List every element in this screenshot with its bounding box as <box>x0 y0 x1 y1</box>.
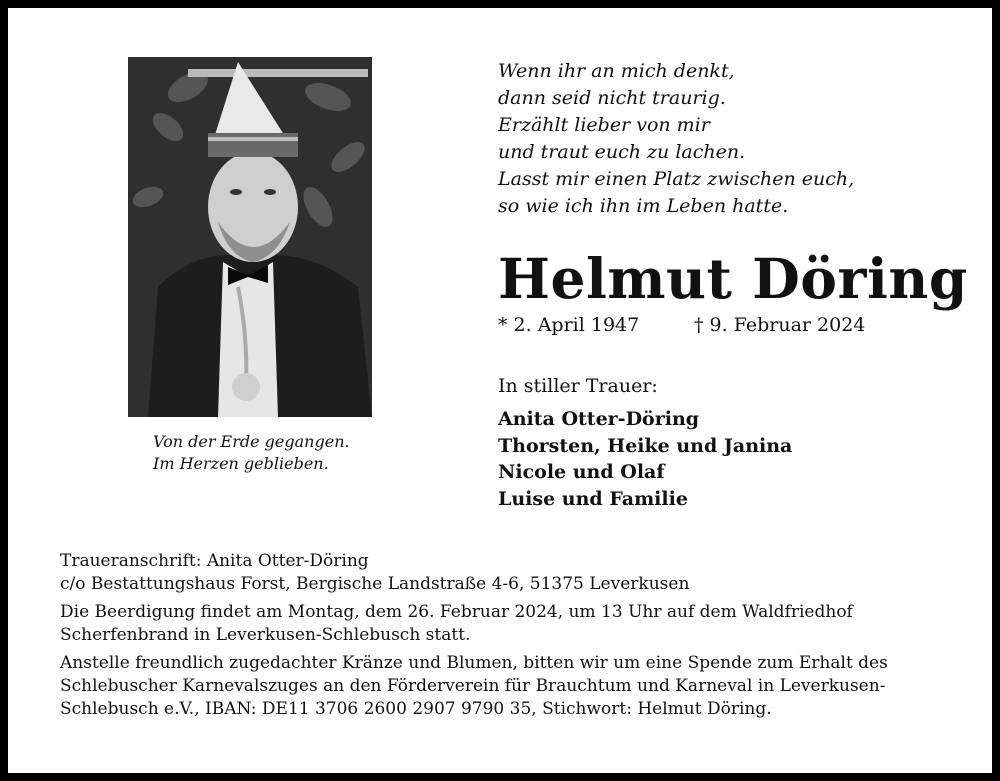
life-dates <box>498 312 918 338</box>
death-date: † 9. Februar 2024 <box>694 314 866 336</box>
poem-line: und traut euch zu lachen. <box>498 141 746 163</box>
mourner: Thorsten, Heike und Janina <box>498 434 793 457</box>
photo-caption <box>153 431 413 475</box>
poem-line: Erzählt lieber von mir <box>498 114 710 136</box>
caption-line: Von der Erde gegangen. <box>153 432 350 451</box>
caption-line: Im Herzen geblieben. <box>153 454 329 473</box>
mourner: Nicole und Olaf <box>498 461 665 483</box>
donation-paragraph <box>60 652 960 721</box>
mourner: Anita Otter-Döring <box>498 408 700 430</box>
info-section <box>60 550 960 726</box>
donation-line: Anstelle freundlich zugedachter Kränze und Blumen, bitten wir um eine Spende zum Erhalt des <box>60 653 888 673</box>
address-paragraph <box>60 550 960 596</box>
funeral-line: Die Beerdigung findet am Montag, dem 26. Februar 2024, um 13 Uhr auf dem Waldfriedhof <box>60 602 853 622</box>
portrait-photo <box>128 57 372 417</box>
poem <box>498 58 978 220</box>
donation-line: Schlebuscher Karnevalszuges an den Förderverein für Brauchtum und Karneval in Leverkusen- <box>60 676 886 696</box>
funeral-paragraph <box>60 601 960 647</box>
poem-line: dann seid nicht traurig. <box>498 87 726 109</box>
poem-line: Wenn ihr an mich denkt, <box>498 60 735 82</box>
donation-line: Schlebusch e.V., IBAN: DE11 3706 2600 2907 9790 35, Stichwort: Helmut Döring. <box>60 699 772 719</box>
funeral-line: Scherfenbrand in Leverkusen-Schlebusch statt. <box>60 625 471 645</box>
portrait-illustration <box>128 57 372 417</box>
deceased-name: Helmut Döring <box>498 246 968 311</box>
obituary-page <box>8 8 992 773</box>
mourners-list <box>498 406 792 512</box>
mourner: Luise und Familie <box>498 487 688 510</box>
poem-line: Lasst mir einen Platz zwischen euch, <box>498 168 855 190</box>
birth-date: * 2. April 1947 <box>498 314 640 336</box>
mourning-label: In stiller Trauer: <box>498 375 658 397</box>
address-line: c/o Bestattungshaus Forst, Bergische Landstraße 4-6, 51375 Leverkusen <box>60 574 690 594</box>
address-line: Traueranschrift: Anita Otter-Döring <box>60 551 369 571</box>
poem-line: so wie ich ihn im Leben hatte. <box>498 195 789 217</box>
